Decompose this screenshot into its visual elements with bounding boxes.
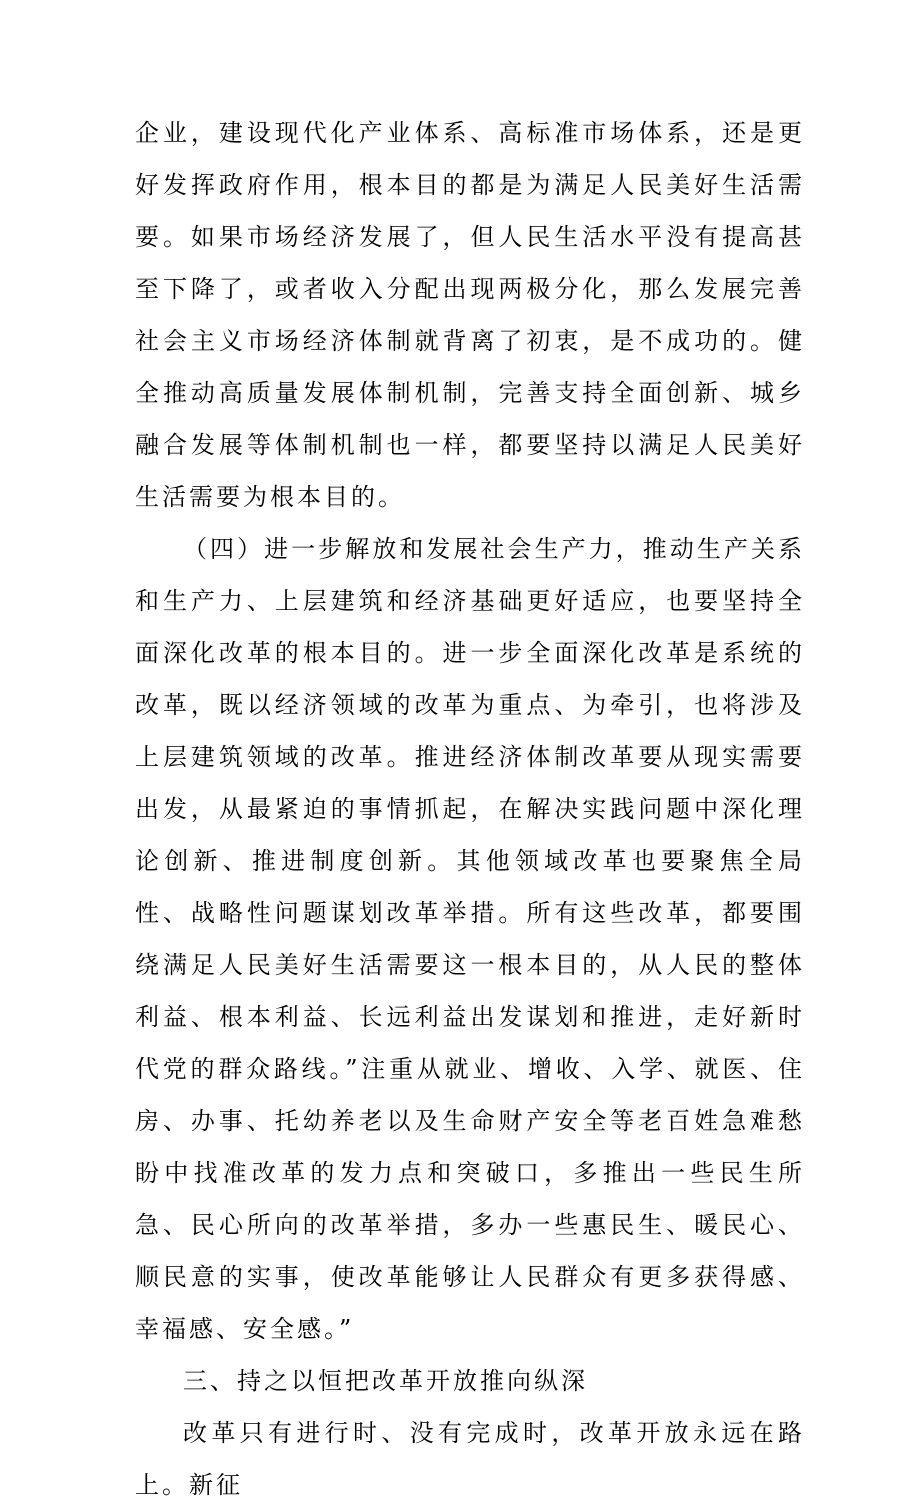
section-heading-three: 三、持之以恒把改革开放推向纵深 [183, 1367, 588, 1395]
paragraph-section-four: （四）进一步解放和发展社会生产力，推动生产关系和生产力、上层建筑和经济基础更好适应，也要坚持全面深化改革的根本目的。进一步全面深化改革是系统的改革，既以经济领域的改革为重点、为牵引，也将涉及上层建筑领域的改革。推进经济体制改革要从现实需要出发，从最紧迫的事情抓起，在解决实践问题中深化理论创新、推进制度创新。其他领域改革也要聚焦全局性、战略性问题谋划改革举措。所有这些改革，都要围绕满足人民美好生活需要这一根本目的，从人民的整体利益、根本利益、长远利益出发谋划和推进，走好新时代党的群众路线。”注重从就业、增收、入学、就医、住房、办事、托幼养老以及生命财产安全等老百姓急难愁盼中找准改革的发力点和突破口，多推出一些民生所急、民心所向的改革举措，多办一些惠民生、暖民心、顺民意的实事，使改革能够让人民群众有更多获得感、幸福感、安全感。” [135, 535, 805, 1343]
paragraph-reform-intro: 改革只有进行时、没有完成时，改革开放永远在路上。新征 [135, 1419, 805, 1499]
document-page [135, 107, 805, 1511]
paragraph-continuation: 企业，建设现代化产业体系、高标准市场体系，还是更好发挥政府作用，根本目的都是为满足人民美好生活需要。如果市场经济发展了，但人民生活水平没有提高甚至下降了，或者收入分配出现两极分化，那么发展完善社会主义市场经济体制就背离了初衷，是不成功的。健全推动高质量发展体制机制，完善支持全面创新、城乡融合发展等体制机制也一样，都要坚持以满足人民美好生活需要为根本目的。 [135, 119, 805, 511]
